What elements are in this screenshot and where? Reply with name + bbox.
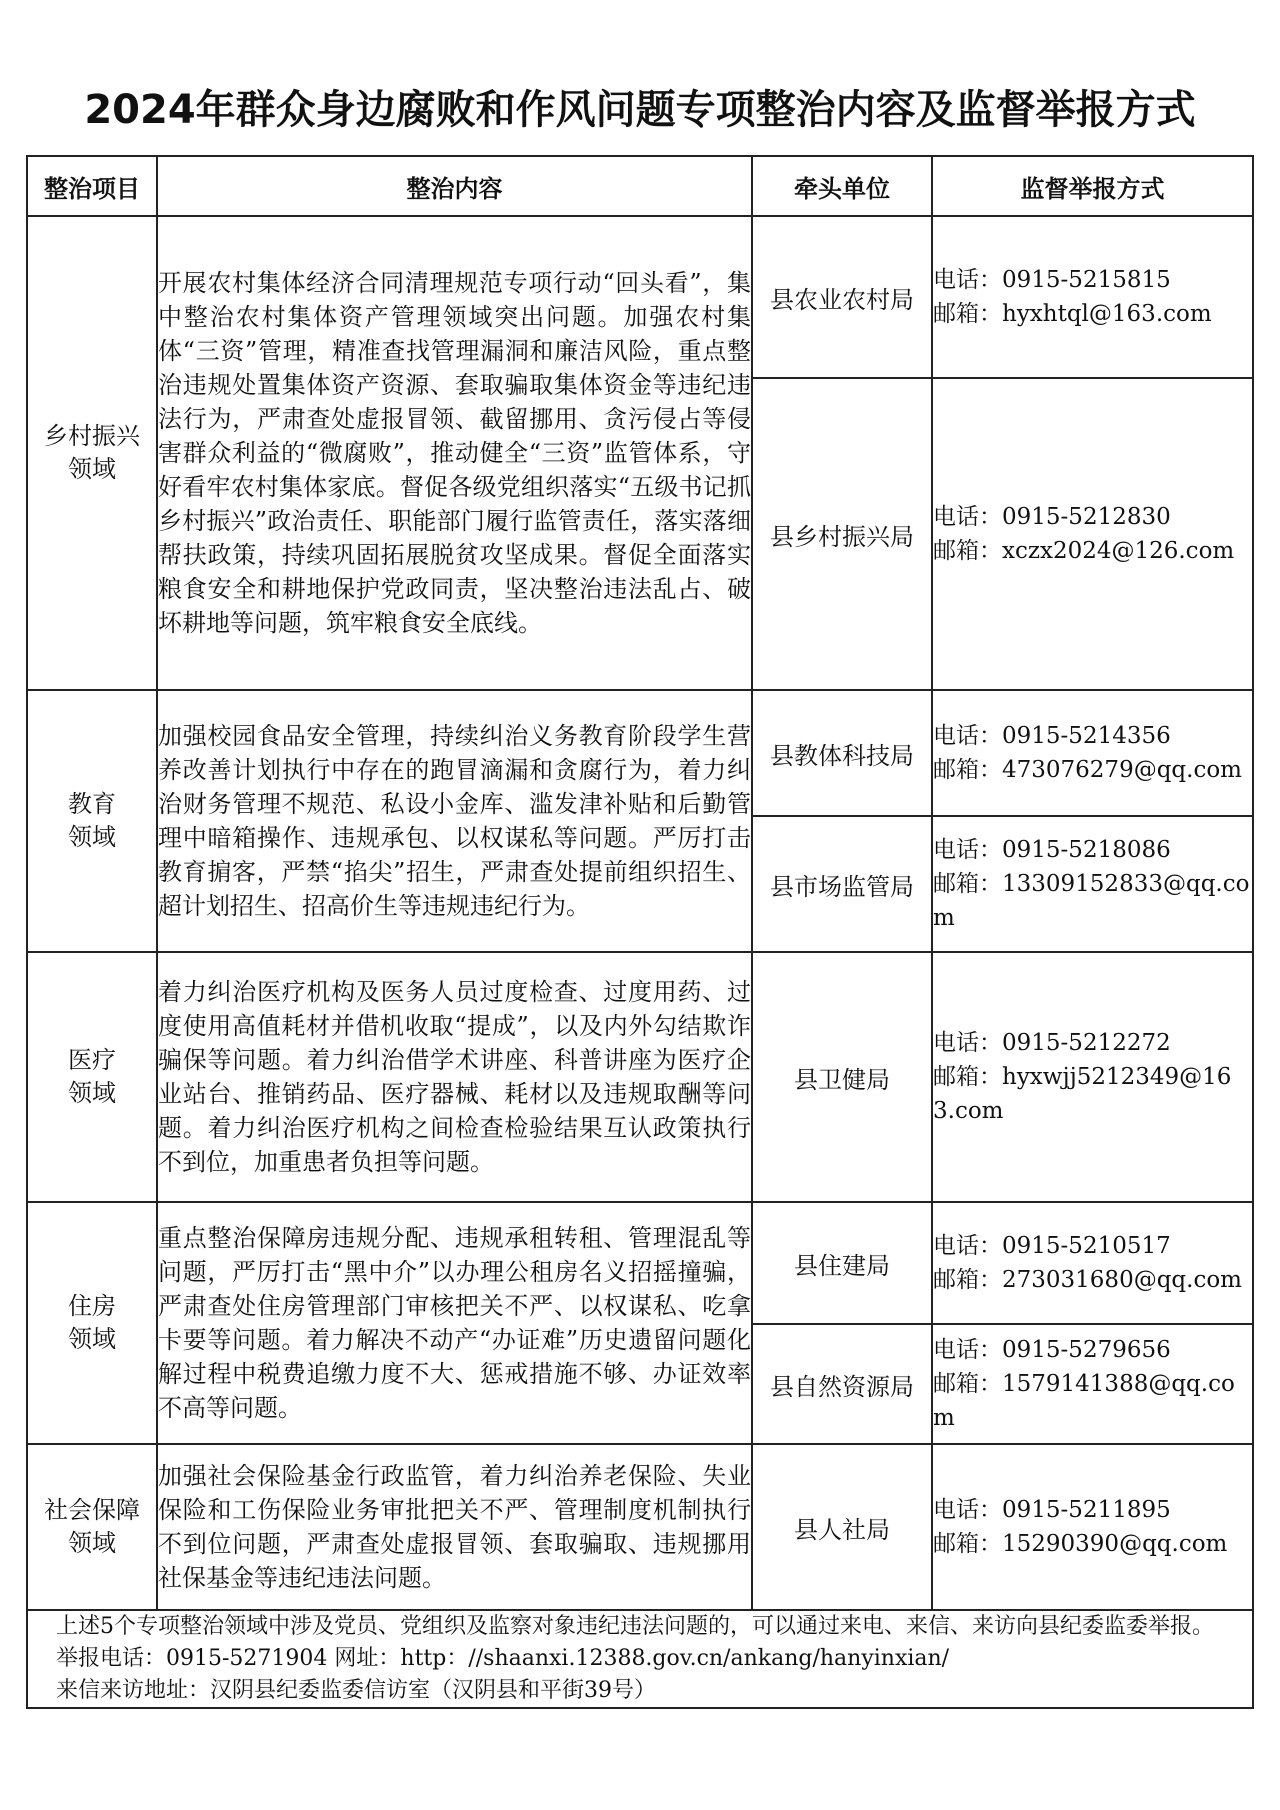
table-row <box>27 690 1253 816</box>
unit-cell: 县卫健局 <box>752 952 932 1202</box>
category-cell <box>27 690 157 952</box>
category-line: 乡村振兴 <box>44 422 140 450</box>
phone-text: 电话：0915-5215815 <box>933 267 1171 293</box>
content-cell: 加强社会保险基金行政监管，着力纠治养老保险、失业保险和工伤保险业务审批把关不严、管理制度机制执行不到位问题，严肃查处虚报冒领、套取骗取、违规挪用社保基金等违纪违法问题。 <box>157 1444 752 1610</box>
category-cell <box>27 1444 157 1610</box>
unit-cell: 县市场监管局 <box>752 816 932 952</box>
category-line: 社会保障 <box>44 1496 140 1524</box>
email-link[interactable]: 邮箱：xczx2024@126.com <box>933 538 1235 564</box>
category-line: 住房 <box>68 1292 116 1320</box>
table-row <box>27 952 1253 1202</box>
email-link[interactable]: 邮箱：1579141388@qq.com <box>933 1371 1235 1431</box>
contact-cell <box>932 216 1253 378</box>
unit-cell: 县乡村振兴局 <box>752 378 932 690</box>
contact-cell <box>932 952 1253 1202</box>
email-link[interactable]: 邮箱：273031680@qq.com <box>933 1267 1242 1293</box>
phone-text: 电话：0915-5210517 <box>933 1233 1171 1259</box>
footer-hotline[interactable]: 举报电话：0915-5271904 网址：http：//shaanxi.12388.gov.cn/ankang/hanyinxian/ <box>56 1646 950 1671</box>
phone-text: 电话：0915-5279656 <box>933 1337 1171 1363</box>
email-link[interactable]: 邮箱：473076279@qq.com <box>933 757 1242 783</box>
contact-cell <box>932 1324 1253 1444</box>
footer-address: 来信来访地址：汉阴县纪委监委信访室（汉阴县和平街39号） <box>56 1678 656 1703</box>
table-row <box>27 1202 1253 1324</box>
contact-cell <box>932 816 1253 952</box>
footer-notice: 上述5个专项整治领域中涉及党员、党组织及监察对象违纪违法问题的，可以通过来电、来信、来访向县纪委监委举报。 <box>56 1614 1215 1639</box>
header-content: 整治内容 <box>157 156 752 216</box>
unit-cell: 县人社局 <box>752 1444 932 1610</box>
table-row <box>27 216 1253 378</box>
page-title: 2024年群众身边腐败和作风问题专项整治内容及监督举报方式 <box>84 87 1196 133</box>
email-link[interactable]: 邮箱：13309152833@qq.com <box>933 871 1250 931</box>
header-unit: 牵头单位 <box>752 156 932 216</box>
unit-cell: 县教体科技局 <box>752 690 932 816</box>
unit-cell: 县住建局 <box>752 1202 932 1324</box>
category-line: 领域 <box>68 1079 116 1107</box>
footer-row <box>27 1610 1253 1708</box>
category-line: 教育 <box>68 790 116 818</box>
unit-cell: 县自然资源局 <box>752 1324 932 1444</box>
phone-text: 电话：0915-5212830 <box>933 504 1171 530</box>
content-cell: 着力纠治医疗机构及医务人员过度检查、过度用药、过度使用高值耗材并借机收取“提成”，以及内外勾结欺诈骗保等问题。着力纠治借学术讲座、科普讲座为医疗企业站台、推销药品、医疗器械、耗材以及违规取酬等问题。着力纠治医疗机构之间检查检验结果互认政策执行不到位，加重患者负担等问题。 <box>157 952 752 1202</box>
contact-cell <box>932 1444 1253 1610</box>
category-cell <box>27 1202 157 1444</box>
category-cell <box>27 216 157 690</box>
table-row <box>27 1444 1253 1610</box>
header-contact: 监督举报方式 <box>932 156 1253 216</box>
email-link[interactable]: 邮箱：hyxhtql@163.com <box>933 301 1212 327</box>
contact-cell <box>932 378 1253 690</box>
footer-cell <box>27 1610 1253 1708</box>
email-link[interactable]: 邮箱：15290390@qq.com <box>933 1531 1228 1557</box>
rectification-table <box>26 155 1254 1709</box>
category-line: 领域 <box>68 1529 116 1557</box>
email-link[interactable]: 邮箱：hyxwjj5212349@163.com <box>933 1064 1232 1124</box>
content-cell: 开展农村集体经济合同清理规范专项行动“回头看”，集中整治农村集体资产管理领域突出问题。加强农村集体“三资”管理，精准查找管理漏洞和廉洁风险，重点整治违规处置集体资产资源、套取骗取集体资金等违纪违法行为，严肃查处虚报冒领、截留挪用、贪污侵占等侵害群众利益的“微腐败”，推动健全“三资”监管体系，守好看牢农村集体家底。督促各级党组织落实“五级书记抓乡村振兴”政治责任、职能部门履行监管责任，落实落细帮扶政策，持续巩固拓展脱贫攻坚成果。督促全面落实粮食安全和耕地保护党政同责，坚决整治违法乱占、破坏耕地等问题，筑牢粮食安全底线。 <box>157 216 752 690</box>
category-line: 领域 <box>68 455 116 483</box>
header-category: 整治项目 <box>27 156 157 216</box>
phone-text: 电话：0915-5218086 <box>933 837 1171 863</box>
category-line: 医疗 <box>68 1046 116 1074</box>
phone-text: 电话：0915-5212272 <box>933 1030 1171 1056</box>
contact-cell <box>932 690 1253 816</box>
contact-cell <box>932 1202 1253 1324</box>
unit-cell: 县农业农村局 <box>752 216 932 378</box>
phone-text: 电话：0915-5214356 <box>933 723 1171 749</box>
category-line: 领域 <box>68 823 116 851</box>
category-line: 领域 <box>68 1325 116 1353</box>
content-cell: 重点整治保障房违规分配、违规承租转租、管理混乱等问题，严厉打击“黑中介”以办理公租房名义招摇撞骗，严肃查处住房管理部门审核把关不严、以权谋私、吃拿卡要等问题。着力解决不动产“办证难”历史遗留问题化解过程中税费追缴力度不大、惩戒措施不够、办证效率不高等问题。 <box>157 1202 752 1444</box>
category-cell <box>27 952 157 1202</box>
phone-text: 电话：0915-5211895 <box>933 1497 1171 1523</box>
content-cell: 加强校园食品安全管理，持续纠治义务教育阶段学生营养改善计划执行中存在的跑冒滴漏和贪腐行为，着力纠治财务管理不规范、私设小金库、滥发津补贴和后勤管理中暗箱操作、违规承包、以权谋私等问题。严厉打击教育掮客，严禁“掐尖”招生，严肃查处提前组织招生、超计划招生、招高价生等违规违纪行为。 <box>157 690 752 952</box>
header-row <box>27 156 1253 216</box>
